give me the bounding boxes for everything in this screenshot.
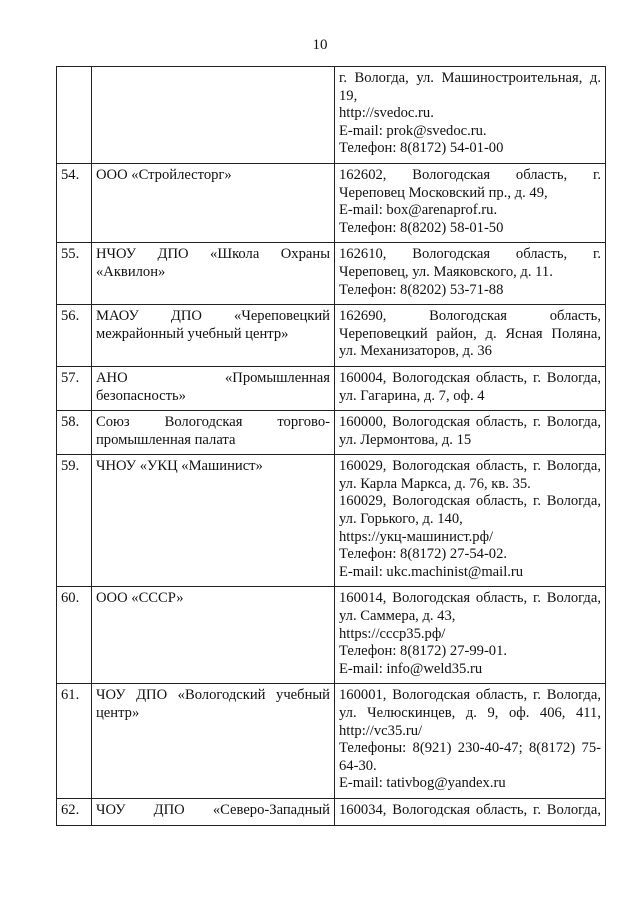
row-number: 54. bbox=[57, 163, 92, 242]
row-number: 59. bbox=[57, 455, 92, 587]
organization-contacts bbox=[335, 455, 606, 587]
contact-line: 162602, Вологодская область, г. bbox=[339, 166, 601, 183]
table-row bbox=[57, 305, 606, 367]
contact-line: Телефон: 8(8172) 27-54-02. bbox=[339, 546, 508, 563]
organization-name-line: безопасность» bbox=[96, 387, 186, 404]
contact-line: Телефон: 8(8202) 53-71-88 bbox=[339, 281, 504, 298]
contact-line: ул. Саммера, д. 43, bbox=[339, 608, 456, 625]
contact-line: E-mail: tativbog@yandex.ru bbox=[339, 775, 506, 792]
contact-line: E-mail: info@weld35.ru bbox=[339, 660, 483, 677]
row-number: 62. bbox=[57, 798, 92, 825]
organization-name-line: ЧОУ ДПО «Вологодский учебный bbox=[96, 687, 330, 704]
contact-line: ул. Лермонтова, д. 15 bbox=[339, 431, 472, 448]
organization-contacts bbox=[335, 411, 606, 455]
contact-line: https://сссp35.рф/ bbox=[339, 625, 446, 642]
contact-line: ул. Механизаторов, д. 36 bbox=[339, 343, 492, 360]
table-row bbox=[57, 67, 606, 164]
organization-contacts bbox=[335, 305, 606, 367]
contact-line: E-mail: prok@svedoc.ru. bbox=[339, 122, 487, 139]
organization-name-line: ЧОУ ДПО «Северо-Западный bbox=[96, 801, 330, 818]
organization-contacts bbox=[335, 243, 606, 305]
contact-line: Телефон: 8(8172) 54-01-00 bbox=[339, 140, 504, 157]
organization-name bbox=[92, 798, 335, 825]
contact-line: 160029, Вологодская область, г. Вологда, bbox=[339, 458, 601, 475]
contact-line: ул. Челюскинцев, д. 9, оф. 406, 411, bbox=[339, 705, 601, 721]
row-number: 58. bbox=[57, 411, 92, 455]
organization-contacts bbox=[335, 67, 606, 164]
organizations-table-body bbox=[57, 67, 606, 826]
table-row bbox=[57, 163, 606, 242]
organization-name-line: ЧНОУ «УКЦ «Машинист» bbox=[96, 458, 263, 475]
organization-name bbox=[92, 455, 335, 587]
contact-line: https://укц-машинист.рф/ bbox=[339, 528, 494, 545]
organization-name-line: НЧОУ ДПО «Школа Охраны bbox=[96, 246, 330, 263]
organization-name-line: центр» bbox=[96, 705, 140, 721]
table-row bbox=[57, 243, 606, 305]
contact-line: E-mail: ukc.machinist@mail.ru bbox=[339, 563, 524, 580]
row-number: 55. bbox=[57, 243, 92, 305]
contact-line: Череповец, ул. Маяковского, д. 11. bbox=[339, 263, 553, 280]
row-number: 61. bbox=[57, 684, 92, 799]
row-number: 60. bbox=[57, 587, 92, 684]
table-row bbox=[57, 455, 606, 587]
contact-line: Череповецкий район, д. Ясная Поляна, bbox=[339, 325, 601, 342]
organization-contacts bbox=[335, 587, 606, 684]
table-row bbox=[57, 798, 606, 825]
organization-name bbox=[92, 305, 335, 367]
organization-name bbox=[92, 684, 335, 799]
contact-line: 160000, Вологодская область, г. Вологда, bbox=[339, 414, 601, 431]
contact-line: 160029, Вологодская область, г. Вологда, bbox=[339, 493, 601, 510]
organization-name bbox=[92, 366, 335, 410]
organization-name bbox=[92, 587, 335, 684]
contact-line: Телефоны: 8(921) 230-40-47; 8(8172) 75- bbox=[339, 740, 601, 757]
contact-line: ул. Горького, д. 140, bbox=[339, 511, 463, 528]
organization-name-line: Союз Вологодская торгово- bbox=[96, 414, 330, 431]
organization-name bbox=[92, 243, 335, 305]
contact-line: 64-30. bbox=[339, 757, 377, 774]
organization-name-line: МАОУ ДПО «Череповецкий bbox=[96, 308, 330, 325]
contact-line: г. Вологда, ул. Машиностроительная, д. bbox=[339, 70, 601, 86]
page-number: 10 bbox=[312, 37, 328, 53]
contact-line: ул. Гагарина, д. 7, оф. 4 bbox=[339, 387, 485, 404]
table-row bbox=[57, 366, 606, 410]
row-number: 57. bbox=[57, 366, 92, 410]
organizations-table bbox=[56, 66, 606, 826]
organization-contacts bbox=[335, 366, 606, 410]
table-row bbox=[57, 684, 606, 799]
organization-contacts bbox=[335, 684, 606, 799]
contact-line: E-mail: box@arenaprof.ru. bbox=[339, 202, 498, 219]
organization-contacts bbox=[335, 163, 606, 242]
row-number bbox=[57, 67, 92, 164]
organization-name-line: ООО «Стройлесторг» bbox=[96, 166, 232, 183]
contact-line: ул. Карла Маркса, д. 76, кв. 35. bbox=[339, 475, 531, 492]
organization-name-line: АНО «Промышленная bbox=[96, 369, 330, 386]
contact-line: 162690, Вологодская область, bbox=[339, 308, 601, 325]
table-row bbox=[57, 411, 606, 455]
organization-name-line: промышленная палата bbox=[96, 431, 236, 448]
contact-line: Телефон: 8(8202) 58-01-50 bbox=[339, 219, 504, 236]
contact-line: Телефон: 8(8172) 27-99-01. bbox=[339, 643, 508, 660]
contact-line: 160001, Вологодская область, г. Вологда, bbox=[339, 687, 601, 704]
row-number: 56. bbox=[57, 305, 92, 367]
organization-name bbox=[92, 411, 335, 455]
contact-line: 162610, Вологодская область, г. bbox=[339, 246, 601, 263]
organization-name-line: ООО «СССР» bbox=[96, 590, 184, 607]
contact-line: http://svedoc.ru. bbox=[339, 105, 434, 122]
organization-name-line: «Аквилон» bbox=[96, 263, 166, 280]
organization-name bbox=[92, 67, 335, 164]
contact-line: 160004, Вологодская область, г. Вологда, bbox=[339, 369, 601, 386]
contact-line: 160034, Вологодская область, г. Вологда, bbox=[339, 801, 601, 818]
contact-line: http://vc35.ru/ bbox=[339, 722, 423, 739]
contact-line: 19, bbox=[339, 87, 358, 104]
contact-line: Череповец Московский пр., д. 49, bbox=[339, 184, 548, 201]
organization-contacts bbox=[335, 798, 606, 825]
contact-line: 160014, Вологодская область, г. Вологда, bbox=[339, 590, 601, 607]
organization-name bbox=[92, 163, 335, 242]
organization-name-line: межрайонный учебный центр» bbox=[96, 325, 289, 342]
table-row bbox=[57, 587, 606, 684]
